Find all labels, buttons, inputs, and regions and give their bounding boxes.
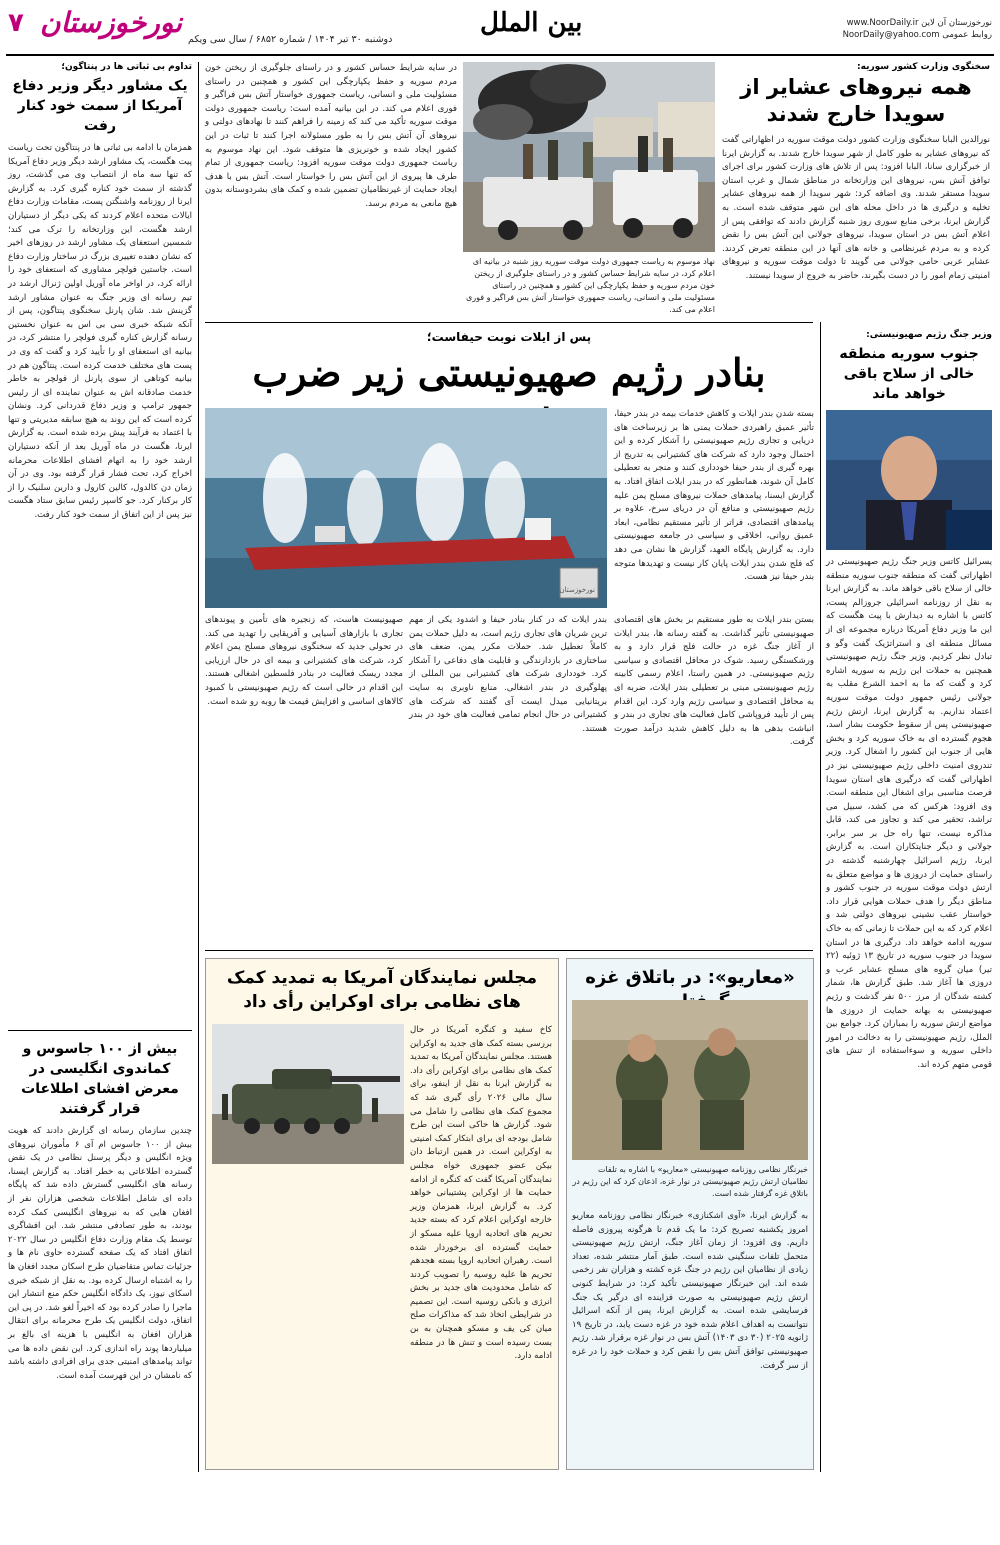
katz-kicker: وزیر جنگ رژیم صهیونیستی: [866, 330, 992, 340]
syria-headline: همه نیروهای عشایر از سویدا خارج شدند [740, 75, 972, 126]
yemen-column-a: بستن بندر ایلات به طور مستقیم بر بخش های اقتصادی صهیونیستی تأثیر گذاشت. به گفته رسانه ها، بندر ایلات از آغاز جنگ غزه در حالت فلج قرار دارد و به ورشکستگی رسید. شوک در محافل اقتصادی و سیاسی رژیم صهیونیستی. در همین راستا، اعلام رسمی کابینه رژیم صهیونیستی مبنی بر تعطیلی بندر ایلات، ضربه ای به محافل اقتصادی و سیاسی رژیم وارد کرد. این اقدام پس از تأیید فروپاشی کامل فعالیت های تجاری در بندر و انباشت بدهی ها به دلیل کاهش شدید درآمد صورت گرفت. [614, 615, 814, 748]
masthead-divider [6, 54, 994, 56]
yemen-headline: بنادر رژیم صهیونیستی زیر ضرب [252, 350, 766, 395]
site-url[interactable]: www.NoorDaily.ir نورخوزستان آن لاین [846, 18, 992, 28]
right-column-rule [820, 322, 821, 1472]
mid-divider [205, 950, 813, 951]
syria-kicker: سخنگوی وزارت کشور سوریه: [857, 62, 990, 72]
yemen-column-b: بندر ایلات که در کنار بنادر حیفا و اشدود یکی از مهم ترین شریان های تجاری رژیم است، به دلیل حملات یمن کاملاً تعطیل شد. حملات مکرر یمن، ضعف های ساختاری در بازدارندگی و قابلیت های دفاعی را آشکار کرد. خودداری شرکت های کشتیرانی بین المللی از پهلوگیری در بندر اشغالی. منابع ناوبری به سایت بریتانیایی میدل ایست آی گفتند که شرکت های کشتیرانی در حال انجام تمامی فعالیت های خود در بندر هستند. [409, 615, 607, 734]
pentagon-subdivider [8, 1030, 192, 1031]
syria-article [722, 62, 990, 322]
gaza-body: به گزارش ایرنا، «آوی اشکنازی» خبرنگار نظامی روزنامه معاریو امروز یکشنبه تصریح کرد: ما یک قدم تا هرگونه پیروزی فاصله داریم. وی افزود: از زمان آغاز جنگ، ارتش رژیم صهیونیستی متحمل تلفات سنگینی شده است. طبق آمار منتشر شده، تعداد زیادی از نظامیان این رژیم در جنگ غزه کشته و هزاران نفر زخمی شده اند. این خبرنگار صهیونیستی تأکید کرد: در شرایط کنونی ارتش رژیم صهیونیستی به صورت فزاینده ای درگیر یک جنگ فرسایشی شده است. به گزارش ایرنا، پس از آنکه اسرائیل نتوانست به اهداف اعلام شده خود در غزه دست یابد، در تاریخ ۱۹ ژانویه ۲۰۲۵ (۳۰ دی ۱۴۰۳) آتش بس در نوار غزه برقرار شد. رژیم صهیونیستی توافق آتش بس را نقض کرد و حملات خود را در غزه از سر گرفت. [572, 1211, 808, 1371]
yemen-column-c: صهیونیست هاست، که زنجیره های تأمین و پیوندهای تجاری با بازارهای آسیایی و آفریقایی را تهدید می کند. در تحولی جدید که سخنگوی نیروهای مسلح یمن اعلام کرد، شرکت های کشتیرانی و بیمه ای در حال ارزیابی مجدد ریسک فعالیت در بنادر فلسطین اشغالی هستند. این اقدام در حالی است که رژیم صهیونیستی با کمبود کالاهای اساسی و افزایش قیمت ها روبه رو شده است. [205, 615, 403, 707]
masthead [0, 0, 1000, 55]
pentagon-body: همزمان با ادامه بی ثباتی ها در پنتاگون تحت ریاست پیت هگست، یک مشاور ارشد دیگر وزیر دفاع آمریکا که تنها سه ماه از انتصاب وی می گذشت، روز گذشته از سمت خود کناره گیری کرد. به گزارش ایرنا از روزنامه واشنگتن پست، مقامات وزارت دفاع ایالات متحده اعلام کردند که یکی دیگر از دستیاران ارشد هگست، این وزارتخانه را ترک می کند؛ شمسین استعفای یک مشاور ارشد در روزهای اخیر که نشان دهنده تغییری بزرگ در ساختار وزارت دفاع است. جاستین فولچر مشاوری که استعفای خود را ارائه کرد، در اواخر ماه آوریل اولین ژنرال ارشد در تیم رسانه ای وزیر جنگ به عنوان مشاور ارشد گزینش شد. شان پارنل سخنگوی پنتاگون، پس از آنکه شبکه خبری سی بی اس به عنوان نخستین رسانه گزارش کناره گیری فولچر را منتشر کرد، در بیانیه ای استعفای او را تأیید کرد و گفت که وی در پست های مختلف خدمت کرده است. پنتاگون هم در بیانیه کوتاهی از سوی پارنل از فولچر به خاطر خدمت صادقانه اش به عنوان نماینده ای از رئیس جمهور ترامپ و وزیر دفاع قدردانی کرد. ونشان کرده است که این روند به هیچ سابقه مدیریتی و تنها با اعتماد به فرآیند پیش برده شده است. به گزارش ایرنا، هگست در ماه آوریل بعد از آنکه دستیاران ارشد خود را به اتهام افشای اطلاعات محرمانه اخراج کرد، تحت فشار قرار گرفته بود. وی در آن زمان دن کالدول، کالین کارول و دارین سلنیک را از کار برکنار کرد. جو کاسپر رئیس سابق ستاد هگست نیز پس از این اتفاق از سمت خود کنار رفت. [8, 143, 192, 521]
mi6-headline: بیش از ۱۰۰ جاسوس و کماندوی انگلیسی در معرض افشای اطلاعات قرار گرفتند [21, 1041, 179, 1117]
newspaper-logo: نورخوزستان [40, 6, 183, 39]
section-title: بین الملل [480, 8, 583, 38]
left-column-rule [198, 62, 199, 1472]
syria-body: نورالدین البابا سخنگوی وزارت کشور دولت موقت سوریه در اظهاراتی گفت که نیروهای عشایر به طور کامل از شهر سویدا خارج شدند. به گزارش ایرنا از خبرگزاری سانا، البابا افزود: پس از تلاش های وزارت کشور برای اجرای توافق آتش بس، نیروهای این وزارتخانه در مناطق شمال و غرب استان سویدا مستقر شدند. وی اضافه کرد: شهر سویدا از همه نیروهای عشایر تخلیه و درگیری ها در داخل محله های این شهر متوقف شده است. به گزارش ایرنا، برخی منابع سوری روز شنبه گزارش دادند که توافقی پس از اعلام آتش بس در استان سویدا، نیروهای جولانی این آتش بس را نقض کرده و به مردم غیرنظامی و خانه های آنها در این منطقه تعرض کردند. عشایر عربی حامی جولانی می گویند تا دولت موقت سوریه و نیروهای امنیتی زمام امور را در دست بگیرند، حاضر به خروج از سویدا نیستند. [722, 135, 990, 281]
syria-column-text: در سایه شرایط حساس کشور و در راستای جلوگیری از ریختن خون مردم سوریه و حفظ یکپارچگی این کشور و همچنین در راستای مسئولیت ملی و انسانی، ریاست جمهوری خواستار آتش بس فراگیر و فوری اعلام می کند. در این بیانیه آمده است: ریاست جمهوری دولت موقت سوریه تأکید می کند که زمینه را فراهم کنند تا نهادهای دولتی و نیروهای آن آتش بس را به طور مسئولانه اجرا کنند تا ثبات در این کشور ایجاد شده و خونریزی ها متوقف شود. این نهاد موسوم به ریاست جمهوری دولت موقت سوریه افزود: ریاست جمهوری از تمام طرف ها پیروی از این آتش بس را خواستار است. آتش بس با هدف ایجاد حمایت از غیرنظامیان تضمین شده و کمک های بشردوستانه بدون هیچ مانعی به مردم برسد. [205, 63, 457, 209]
top-section-divider [205, 322, 813, 323]
gaza-photo [572, 1000, 808, 1160]
gaza-headline: «معاریو»: در باتلاق غزه [585, 967, 795, 988]
soldiers-photo [572, 1000, 808, 1160]
ukraine-headline: مجلس نمایندگان آمریکا به تمدید کمک های نظامی برای اوکراین رأی داد [226, 968, 538, 1012]
gaza-photo-caption: خبرنگار نظامی روزنامه صهیونیستی «معاریو» با اشاره به تلفات نظامیان ارتش رژیم صهیونیستی در نوار غزه، اذعان کرد که این رژیم در باتلاق غزه گرفتار شده است. [572, 1165, 808, 1198]
katz-photo [826, 410, 992, 550]
pentagon-headline: یک مشاور دیگر وزیر دفاع آمریکا از سمت خود کنار رفت [12, 78, 188, 134]
photo-watermark: نورخوزستان [559, 586, 595, 594]
katz-article [826, 330, 992, 1470]
yemen-photo [205, 408, 607, 608]
syria-photo-caption: نهاد موسوم به ریاست جمهوری دولت موقت سوریه روز شنبه در بیانیه ای اعلام کرد، در سایه شرایط حساس کشور و در راستای جلوگیری از ریختن خون مردم سوریه و حفظ یکپارچگی این کشور و همچنین در راستای مسئولیت ملی و انسانی، ریاست جمهوری خواستار آتش بس فراگیر و فوری اعلام می کند. [465, 257, 715, 314]
ukraine-body: کاخ سفید و کنگره آمریکا در حال بررسی بسته کمک های جدید به اوکراین هستند. مجلس نمایندگان آمریکا به تمدید کمک های نظامی برای اوکراین رأی داد. به گزارش ایرنا به نقل از اینفو، برای سال مالی ۲۰۲۶ رأی گیری شد که مجموع کمک های نظامی را شامل می شود. گزارش ها حاکی است این طرح شامل بودجه ای برای ابتکار کمک امنیتی به اوکراین است. در همین ارتباط دان بیکن عضو جمهوری خواه مجلس نمایندگان آمریکا گفت که کنگره از ادامه حمایت ها از اوکراین پشتیبانی خواهد کرد. به گزارش ایرنا، همزمان وزیر خارجه اوکراین اعلام کرد که بسته جدید تحریم های اتحادیه اروپا علیه مسکو از حمایت گسترده ای برخوردار شده است. رهبران اتحادیه اروپا بسته هجدهم تحریم ها علیه روسیه را تصویب کردند که شامل محدودیت های جدید بر بخش انرژی و بانکی روسیه است. این تصمیم در شرایطی اتخاذ شد که مذاکرات صلح میان کی یف و مسکو همچنان به بن بست رسیده است و تنش ها در منطقه ادامه دارد. [410, 1025, 552, 1362]
katz-headline: جنوب سوریه منطقه خالی از سلاح باقی خواهد ماند [839, 346, 979, 402]
page-number: ۷ [8, 8, 24, 38]
syria-photo [463, 62, 715, 252]
issue-date-line: دوشنبه ۳۰ تیر ۱۴۰۴ / شماره ۶۸۵۲ / سال سی ویکم [188, 34, 393, 45]
syria-fighters-photo [463, 62, 715, 252]
katz-body: یسرائیل کاتس وزیر جنگ رژیم صهیونیستی در اظهاراتی گفت که منطقه جنوب سوریه منطقه خالی از سلاح باقی خواهد ماند. به گزارش ایرنا به نقل از روزنامه اسرائیلی جروزالم پست، کاتس با اشاره به دیدارش با پیت هگست که این ما وزیر دفاع آمریکا درباره مجموعه ای از مسائل منطقه ای و استراتژیک گفت وگو و تبادل نظر کردیم. وزیر جنگ رژیم صهیونیستی همچنین به حملات این رژیم به سوریه اشاره کرد و گفت که ما به احمد الشرع مقلب به جولانی رئیس جمهور دولت موقت سوریه اعتماد نداریم. به گزارش ایرنا، ارتش رژیم صهیونیستی پس از سقوط حکومت بشار اسد، هجوم گسترده ای به خاک سوریه کرد و بخش هایی از جنوب این کشور را اشغال کرد. وزیر تندروی امنیت داخلی رژیم صهیونیستی نیز در اظهاراتی گفت که درگیری های استان سویدا فرصت مناسبی برای اشغال این منطقه است. وی افزود: هرکس که می کشد، سبیل می تراشد، تحقیر می کند و تجاوز می کند، قابل مذاکره نیست، تنها راه حل بر سر برابر، جولانی و دیگر جنایتکاران است. به گزارش ایرنا، رژیم اسرائیل چهارشنبه گذشته در راستای حمایت از دروزی ها و مواضع متعلق به ارتش دولت موقت سوریه در جنوب کشور و مناطق دیگر را هدف حملات هوایی قرار داد. خواستار عقب نشینی نیروهای دولتی شد و اعلام کرد که به این حملات تا زمانی که به خاک سوریه ادامه خواهد داد. درگیری ها در استان سویدا در جنوب سوریه در تاریخ ۱۳ ژوئیه (۲۲ تیر) میان گروه های مسلح عشایر عرب و دروزی ها آغاز شد. طبق گزارش ها، شمار کشته شدگان از مرز ۵۰۰ نفر گذشت و رژیم صهیونیستی به بهانه حمایت از دروزی ها مواضع ارتش سوریه را بمباران کرد. جوامع بین الملل، رژیم صهیونیستی را به دخالت در امور داخلی سوریه و سوءاستفاده از تنش های قومی متهم کرده اند. [826, 557, 992, 1070]
yemen-intro: بسته شدن بندر ایلات و کاهش خدمات بیمه در بندر حیفا، تأثیر عمیق راهبردی حملات یمنی ها بر زیرساخت های دریایی و تجاری رژیم صهیونیستی را آشکار کرده و این احتمال وجود دارد که شرکت های کشتیرانی به تدریج از بهره گیری از بندر حیفا خودداری کنند و منجر به تعطیلی کامل آن شوند، همانطور که در بندر ایلات اتفاق افتاد. به گزارش ایسنا، پیامدهای حملات نیروهای مسلح یمن علیه رژیم صهیونیستی و منافع آن در دریای سرخ، علاوه بر پیامدهای اقتصادی، فراتر از تأثیر مستقیم نظامی، ابعاد عمیق روانی، اخلاقی و سیاسی در جامعه صهیونیستی دارد. به گزارش پایگاه العهد، گزارش ها نشان می دهد که فلج شدن بندر ایلات پایان کار نیست و تهدیدها متوجه بندر حیفا نیز هست. [614, 409, 814, 583]
tank-photo [212, 1024, 404, 1164]
pentagon-article [8, 62, 192, 1472]
contact-email[interactable]: NoorDaily@yahoo.com روابط عمومی [842, 30, 992, 40]
yemen-kicker: پس از ایلات نوبت حیفاست؛ [426, 330, 592, 344]
pentagon-kicker: تداوم بی ثباتی ها در پنتاگون؛ [61, 62, 192, 72]
ukraine-photo [212, 1024, 404, 1164]
ship-strike-photo [205, 408, 607, 608]
mi6-body: چندین سازمان رسانه ای گزارش دادند که هویت بیش از ۱۰۰ جاسوس ام آی ۶ مأموران نیروهای ویژه انگلیس و دیگر پرسنل نظامی در یک نقض گسترده اطلاعاتی به خطر افتاد. به گزارش ایسنا، رسانه های انگلیسی گسترش داده شد که پایگاه داده ای شامل اطلاعات شخصی هزاران نفر از افغان هایی که به نیروهای انگلیسی کمک کرده بودند، به طور تصادفی منتشر شد. این افشاگری توسط یک مقام وزارت دفاع انگلیس در سال ۲۰۲۲ اتفاق افتاد که یک صفحه گسترده حاوی نام ها و جزئیات تماس متقاضیان طرح اسکان مجدد افغان ها را به اشتباه ارسال کرده بود. به نقل از شبکه خبری اسکای نیوز، یک دادگاه انگلیس حکم منع انتشار این ماجرا را صادر کرده بود که اخیراً لغو شد. در پی این اتفاق، دولت انگلیس یک طرح محرمانه برای انتقال هزاران افغان به انگلیس با هزینه ای بالغ بر میلیاردها پوند راه اندازی کرد. این نقض داده ها می تواند پیامدهای امنیتی جدی برای افرادی داشته باشد که نامشان در این فهرست آمده است. [8, 1126, 192, 1381]
katz-portrait [826, 410, 992, 550]
